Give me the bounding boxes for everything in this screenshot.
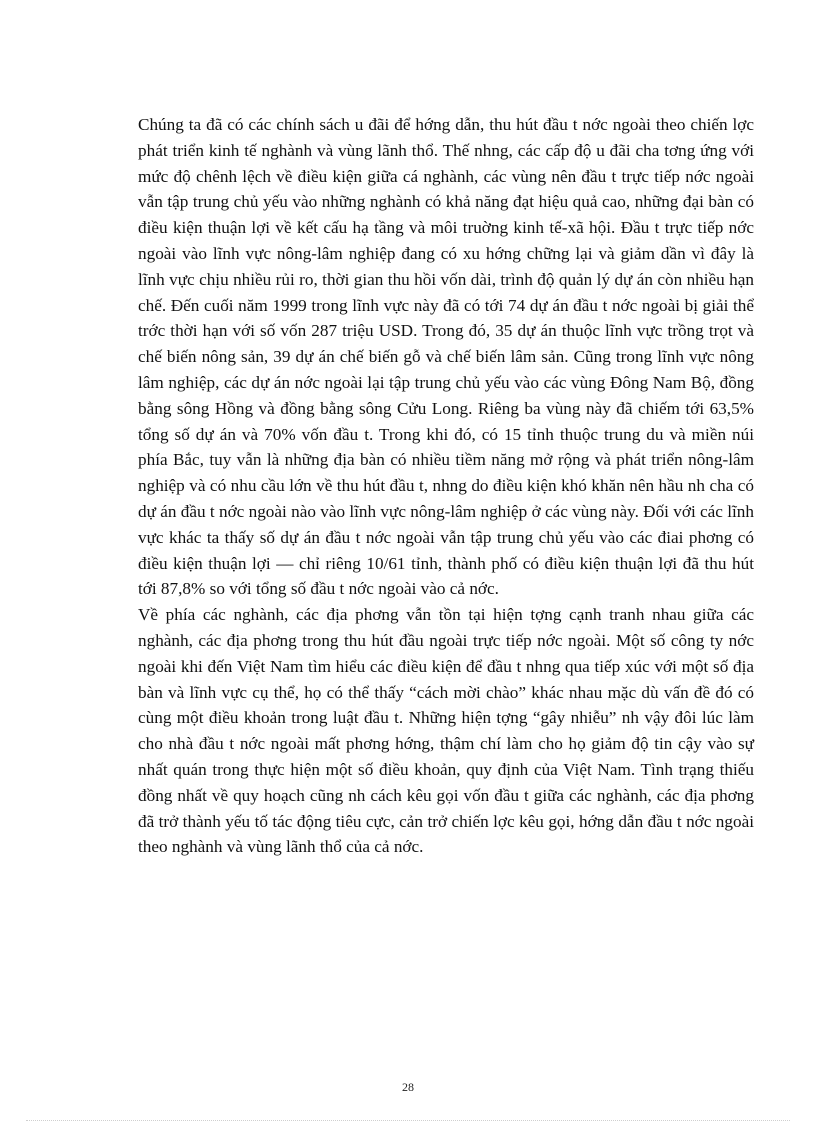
page-bottom-divider [26, 1120, 790, 1121]
paragraph-1: Chúng ta đã có các chính sách u đãi để hớng dẫn, thu hút đầu t nớc ngoài theo chiến lợc phát triển kinh tế nghành và vùng lãnh thổ. Thế nhng, các cấp độ u đãi cha tơng ứng với mức độ chênh lệch về điều kiện giữa cá nghành, các vùng nên đầu t trực tiếp nớc ngoài vẫn tập trung chủ yếu vào những nghành có khả năng đạt hiệu quả cao, những đại bàn có điều kiện thuận lợi về kết cấu hạ tầng và môi truờng kinh tế-xã hội. Đầu t trực tiếp nớc ngoài vào lĩnh vực nông-lâm nghiệp đang có xu hớng chững lại và giảm dần vì đây là lĩnh vực chịu nhiều rủi ro, thời gian thu hồi vốn dài, trình độ quản lý dự án còn nhiều hạn chế. Đến cuối năm 1999 trong lĩnh vực này đã có tới 74 dự án đầu t nớc ngoài bị giải thể trớc thời hạn với số vốn 287 triệu USD. Trong đó, 35 dự án thuộc lĩnh vực trồng trọt và chế biến nông sản, 39 dự án chế biến gỗ và chế biến lâm sản. Cũng trong lĩnh vực nông lâm nghiệp, các dự án nớc ngoài lại tập trung chủ yếu vào các vùng Đông Nam Bộ, đồng bằng sông Hồng và đồng bằng sông Cửu Long. Riêng ba vùng này đã chiếm tới 63,5% tổng số dự án và 70% vốn đầu t. Trong khi đó, có 15 tỉnh thuộc trung du và miền núi phía Bắc, tuy vẫn là những địa bàn có nhiều tiềm năng mở rộng và phát triển nông-lâm nghiệp và có nhu cầu lớn về thu hút đầu t, nhng do điều kiện khó khăn nên hầu nh cha có dự án đầu t nớc ngoài nào vào lĩnh vực nông-lâm nghiệp ở các vùng này. Đối với các lĩnh vực khác ta thấy số dự án đầu t nớc ngoài vẫn tập trung chủ yếu vào các điai phơng có điều kiện thuận lợi — chỉ riêng 10/61 tỉnh, thành phố có điều kiện thuận lợi đã thu hút tới 87,8% so với tổng số đầu t nớc ngoài vào cả nớc. [138, 115, 754, 599]
page-number: 28 [402, 1080, 414, 1094]
body-text [138, 112, 754, 860]
paragraph-2: Về phía các nghành, các địa phơng vẫn tồn tại hiện tợng cạnh tranh nhau giữa các nghành, các địa phơng trong thu hút đầu ngoài trực tiếp nớc ngoài. Một số công ty nớc ngoài khi đến Việt Nam tìm hiểu các điều kiện để đầu t nhng qua tiếp xúc với một số địa bàn và lĩnh vực cụ thể, họ có thể thấy “cách mời chào” khác nhau mặc dù vấn đề đó có cùng một điều khoản trong luật đầu t. Những hiện tợng “gây nhiễu” nh vậy đôi lúc làm cho nhà đầu t nớc ngoài mất phơng hớng, thậm chí làm cho họ giảm độ tin cậy vào sự nhất quán trong thực hiện một số điều khoản, quy định của Việt Nam. Tình trạng thiếu đồng nhất về quy hoạch cũng nh cách kêu gọi vốn đầu t giữa các nghành, các địa phơng đã trở thành yếu tố tác động tiêu cực, cản trở chiến lợc kêu gọi, hớng dẫn đầu t nớc ngoài theo nghành và vùng lãnh thổ của cả nớc. [138, 605, 754, 857]
